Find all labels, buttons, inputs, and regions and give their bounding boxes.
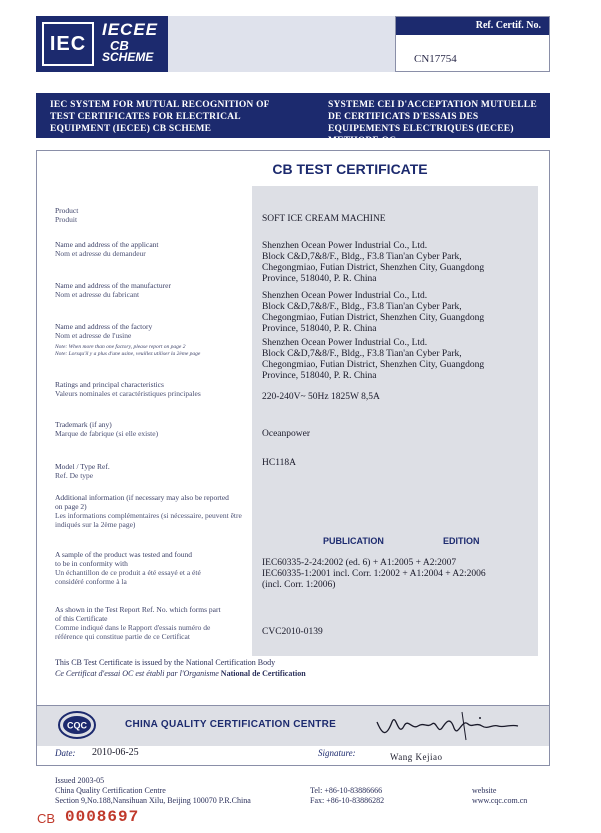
label-french: Produit (55, 215, 78, 224)
edition-header: EDITION (443, 536, 480, 546)
address-line: Block C&D,7&8/F., Bldg., F3.8 Tian'an Cyber Park, (262, 349, 462, 359)
factory-note-english: Note: When more than one factory, please report on page 2 (55, 344, 186, 350)
label-french-line: Un échantillon de ce produit a été essayé et a été (55, 568, 201, 577)
iecee-logo-text: IECEE (102, 20, 159, 39)
address-line: Chegongmiao, Futian District, Shenzhen City, Guangdong (262, 360, 485, 370)
standard-line: IEC60335-2-24:2002 (ed. 6) + A1:2005 + A2:2007 (262, 558, 457, 568)
reference-label: Ref. Certif. No. (396, 17, 549, 35)
additional-info-label (55, 493, 250, 529)
footer-fax: Fax: +86-10-83886282 (310, 796, 385, 805)
scheme-logo-text: SCHEME (102, 50, 154, 64)
label-french: Nom et adresse du fabricant (55, 290, 140, 299)
label-english: Trademark (if any) (55, 420, 112, 429)
trademark-label (55, 420, 250, 438)
applicant-label (55, 240, 250, 258)
model-value: HC118A (262, 458, 296, 468)
test-report-value: CVC2010-0139 (262, 627, 323, 637)
certification-body-bar (36, 706, 550, 746)
ratings-value: 220-240V~ 50Hz 1825W 8,5A (262, 392, 380, 402)
standards-value (262, 558, 537, 591)
trademark-value: Oceanpower (262, 429, 311, 439)
reference-number: CN17754 (414, 53, 457, 65)
standard-line: IEC60335-1:2001 incl. Corr. 1:2002 + A1:2004 + A2:2006 (262, 569, 486, 579)
address-line: Shenzhen Ocean Power Industrial Co., Ltd. (262, 291, 428, 301)
issue-statement-french-bold: National de Certification (220, 669, 306, 678)
signature-label: Signature: (318, 748, 356, 758)
label-french-line: Les informations complémentaires (si nécessaire, peuvent être (55, 511, 242, 520)
certification-body-name: CHINA QUALITY CERTIFICATION CENTRE (125, 719, 337, 730)
serial-number: 0008697 (65, 808, 140, 826)
cqc-logo-text: CQC (67, 720, 87, 731)
ratings-label (55, 380, 250, 398)
address-line: Block C&D,7&8/F., Bldg., F3.8 Tian'an Cyber Park, (262, 252, 462, 262)
signatory-name: Wang Kejiao (390, 752, 443, 762)
label-english: Ratings and principal characteristics (55, 380, 164, 389)
form-issue-date: Issued 2003-05 (55, 776, 105, 785)
scheme-title-english: IEC SYSTEM FOR MUTUAL RECOGNITION OF TEST CERTIFICATES FOR ELECTRICAL EQUIPMENT (IECEE) CB SCHEME (50, 100, 270, 134)
manufacturer-value (262, 291, 537, 335)
cqc-logo-icon (57, 710, 97, 740)
address-line: Chegongmiao, Futian District, Shenzhen City, Guangdong (262, 263, 485, 273)
factory-label (55, 322, 250, 357)
address-line: Shenzhen Ocean Power Industrial Co., Ltd. (262, 241, 428, 251)
label-french-line: référence qui constitue partie de ce Certificat (55, 632, 190, 641)
label-french: Marque de fabrique (si elle existe) (55, 429, 159, 438)
certificate-title: CB TEST CERTIFICATE (272, 161, 428, 177)
sample-conformity-label (55, 550, 250, 586)
address-line: Province, 518040, P. R. China (262, 371, 377, 381)
footer-telephone: Tel: +86-10-83886666 (310, 786, 383, 795)
website-label: website (472, 786, 497, 795)
label-english-line: of this Certificate (55, 614, 108, 623)
label-french: Ref. De type (55, 471, 94, 480)
standard-line: (incl. Corr. 1:2006) (262, 580, 336, 590)
product-value: SOFT ICE CREAM MACHINE (262, 214, 386, 224)
address-line: Province, 518040, P. R. China (262, 324, 377, 334)
model-label (55, 462, 250, 480)
label-french-line: indiqués sur la 2ème page) (55, 520, 136, 529)
cb-logo-text: CB (110, 38, 129, 53)
label-english: Name and address of the manufacturer (55, 281, 171, 290)
label-french-line: Comme indiqué dans le Rapport d'essais numéro de (55, 623, 211, 632)
date-label: Date: (55, 748, 76, 758)
footer-address: Section 9,No.188,Nansihuan Xilu, Beijing 100070 P.R.China (55, 796, 251, 805)
label-french: Valeurs nominales et caractéristiques principales (55, 389, 201, 398)
serial-prefix: CB (37, 811, 56, 826)
label-english-line: to be in conformity with (55, 559, 128, 568)
address-line: Block C&D,7&8/F., Bldg., F3.8 Tian'an Cyber Park, (262, 302, 462, 312)
label-english-line: Additional information (if necessary may also be reported (55, 493, 229, 502)
issue-statement-english: This CB Test Certificate is issued by the National Certification Body (55, 658, 276, 667)
issue-statement-french (55, 669, 535, 678)
publication-header: PUBLICATION (323, 536, 384, 546)
label-english: Name and address of the applicant (55, 240, 159, 249)
footer-left (55, 776, 251, 806)
footer-website (472, 786, 527, 806)
factory-note-french: Note: Lorsqu'il y a plus d'une usine, veuillez utiliser la 2ème page (55, 350, 201, 357)
scheme-title-french: SYSTEME CEI D'ACCEPTATION MUTUELLE DE CERTIFICATS D'ESSAIS DES EQUIPEMENTS ELECTRIQUES (IECEE) METHODE OC (328, 100, 537, 146)
footer-organization: China Quality Certification Centre (55, 786, 166, 795)
label-english-line: on page 2) (55, 502, 87, 511)
product-label (55, 206, 250, 224)
label-french-line: considéré conforme à la (55, 577, 127, 586)
issue-date: 2010-06-25 (92, 747, 139, 758)
iec-logo-text: IEC (42, 22, 94, 66)
label-french: Nom et adresse du demandeur (55, 249, 146, 258)
website-url: www.cqc.com.cn (472, 796, 528, 805)
factory-value (262, 338, 537, 382)
footer-contact (310, 786, 384, 806)
label-english: Product (55, 206, 79, 215)
address-line: Chegongmiao, Futian District, Shenzhen City, Guangdong (262, 313, 485, 323)
header-bar (168, 16, 395, 72)
reference-box (395, 16, 550, 72)
test-report-label (55, 605, 250, 641)
label-english: Name and address of the factory (55, 322, 153, 331)
scheme-title-band (36, 93, 550, 146)
issue-statement-french-text: Ce Certificat d'essai OC est établi par l'Organisme (55, 669, 219, 678)
label-english: Model / Type Ref. (55, 462, 110, 471)
handwritten-signature (372, 708, 522, 744)
label-english-line: As shown in the Test Report Ref. No. which forms part (55, 605, 221, 614)
address-line: Shenzhen Ocean Power Industrial Co., Ltd. (262, 338, 428, 348)
label-english-line: A sample of the product was tested and found (55, 550, 193, 559)
manufacturer-label (55, 281, 250, 299)
applicant-value (262, 241, 537, 285)
iec-iecee-logo (36, 16, 168, 72)
address-line: Province, 518040, P. R. China (262, 274, 377, 284)
label-french: Nom et adresse de l'usine (55, 331, 132, 340)
